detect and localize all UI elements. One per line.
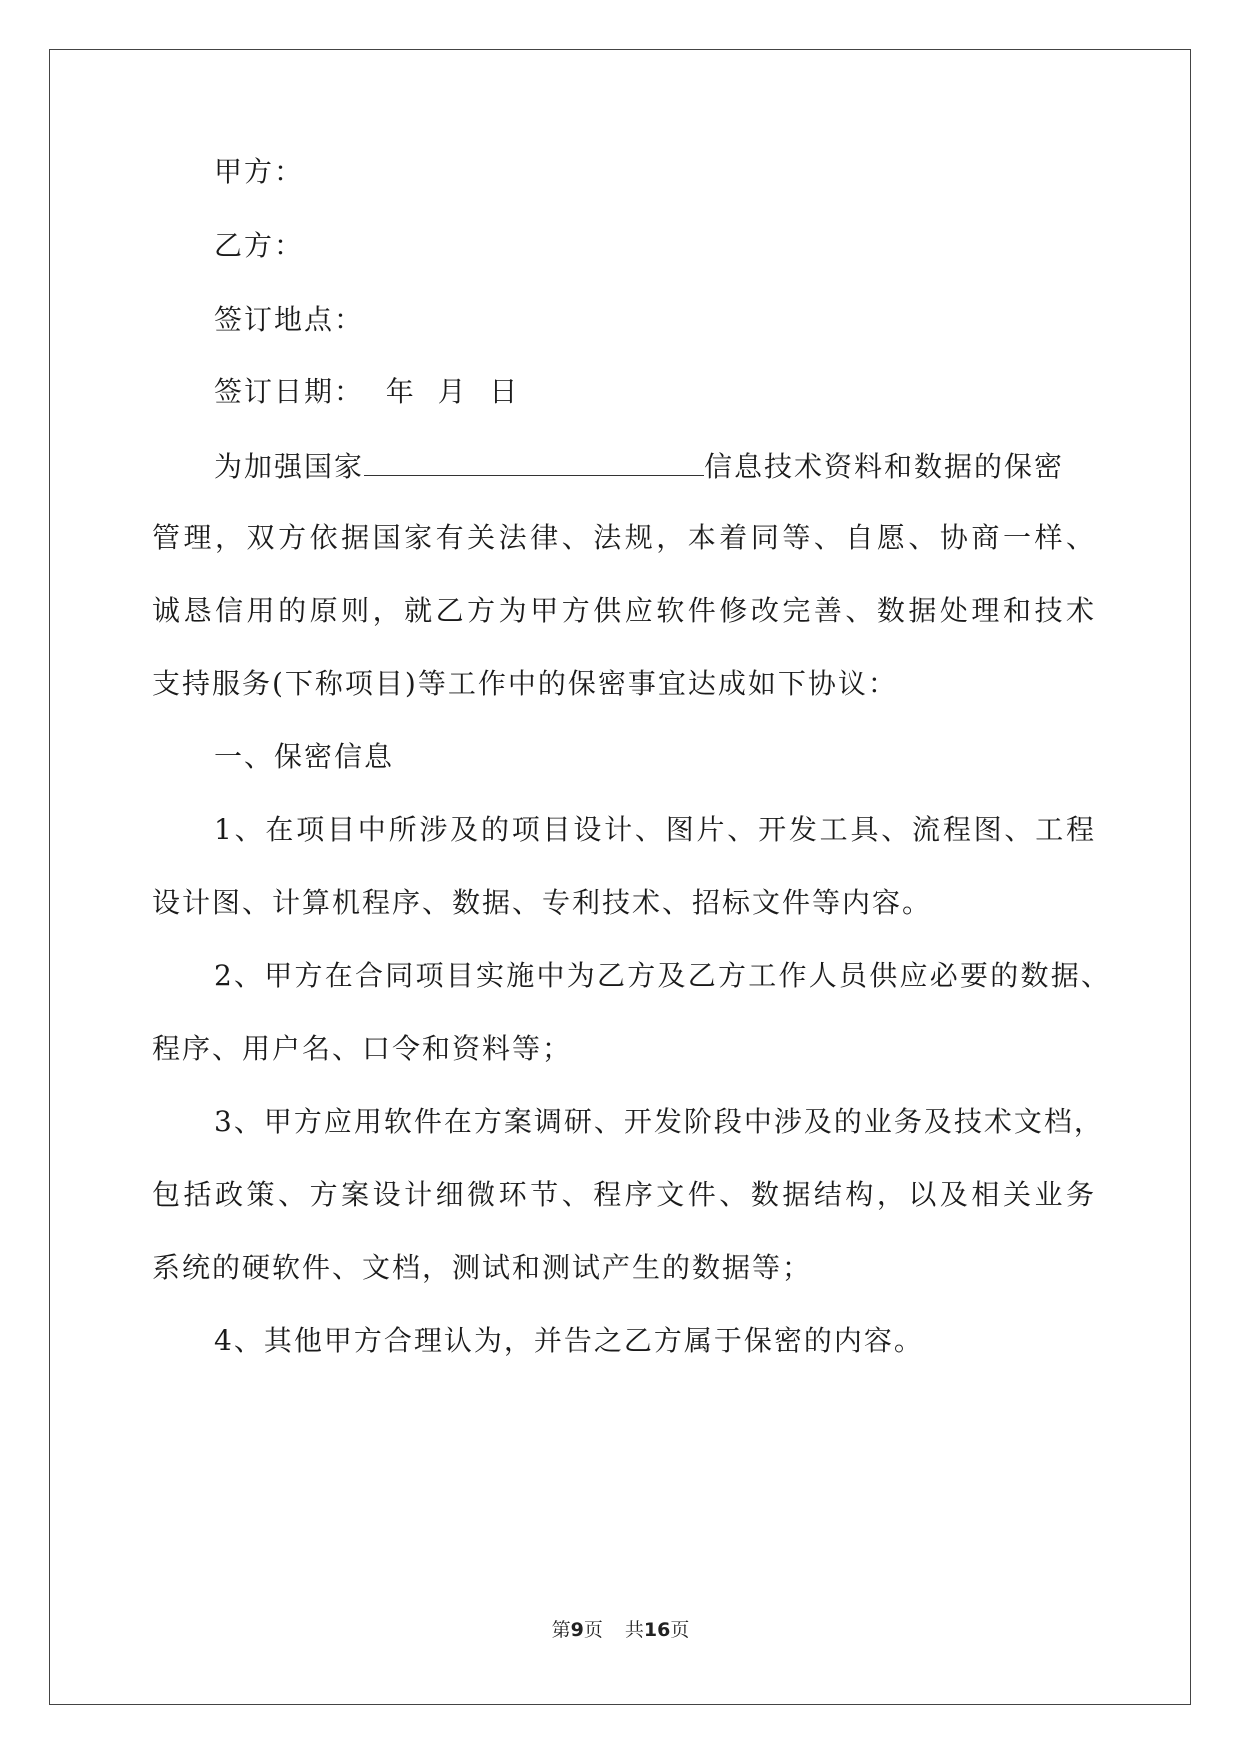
sign-place-label: 签订地点：: [214, 303, 365, 336]
intro-line-1: [214, 447, 1096, 485]
intro-part-2: 信息技术资料和数据的保密: [704, 450, 1065, 483]
sign-date-label: 签订日期： 年 月 日: [214, 375, 520, 408]
item-3-line-3: 系统的硬软件、文档，测试和测试产生的数据等；: [152, 1251, 813, 1284]
intro-part-1: 为加强国家: [214, 450, 365, 483]
intro-line-2: 管理，双方依据国家有关法律、法规，本着同等、自愿、协商一样、: [152, 521, 1096, 554]
page-mid: 页: [583, 1619, 603, 1641]
party-b-label: 乙方：: [214, 229, 305, 262]
item-4-line-1: 4、其他甲方合理认为，并告之乙方属于保密的内容。: [214, 1324, 924, 1357]
page-prefix: 第: [551, 1619, 571, 1641]
blank-underline: [364, 447, 704, 476]
total-suffix: 页: [670, 1619, 690, 1641]
total-prefix: 共: [624, 1619, 644, 1641]
intro-line-4: 支持服务(下称项目)等工作中的保密事宜达成如下协议：: [152, 667, 898, 700]
intro-line-3: 诚恳信用的原则，就乙方为甲方供应软件修改完善、数据处理和技术: [152, 594, 1096, 627]
item-1-line-2: 设计图、计算机程序、数据、专利技术、招标文件等内容。: [152, 886, 933, 919]
item-1-line-1: 1、在项目中所涉及的项目设计、图片、开发工具、流程图、工程: [214, 813, 1096, 846]
item-3-line-1: 3、甲方应用软件在方案调研、开发阶段中涉及的业务及技术文档，: [214, 1105, 1104, 1138]
page-total: 16: [643, 1619, 671, 1641]
section-1-title: 一、保密信息: [214, 740, 395, 773]
page-current: 9: [570, 1619, 584, 1641]
item-3-line-2: 包括政策、方案设计细微环节、程序文件、数据结构，以及相关业务: [152, 1178, 1096, 1211]
party-a-label: 甲方：: [214, 155, 305, 188]
page-footer: [0, 1618, 1241, 1642]
item-2-line-2: 程序、用户名、口令和资料等；: [152, 1032, 573, 1065]
page-frame: [49, 49, 1191, 1705]
item-2-line-1: 2、甲方在合同项目实施中为乙方及乙方工作人员供应必要的数据、: [214, 959, 1111, 992]
